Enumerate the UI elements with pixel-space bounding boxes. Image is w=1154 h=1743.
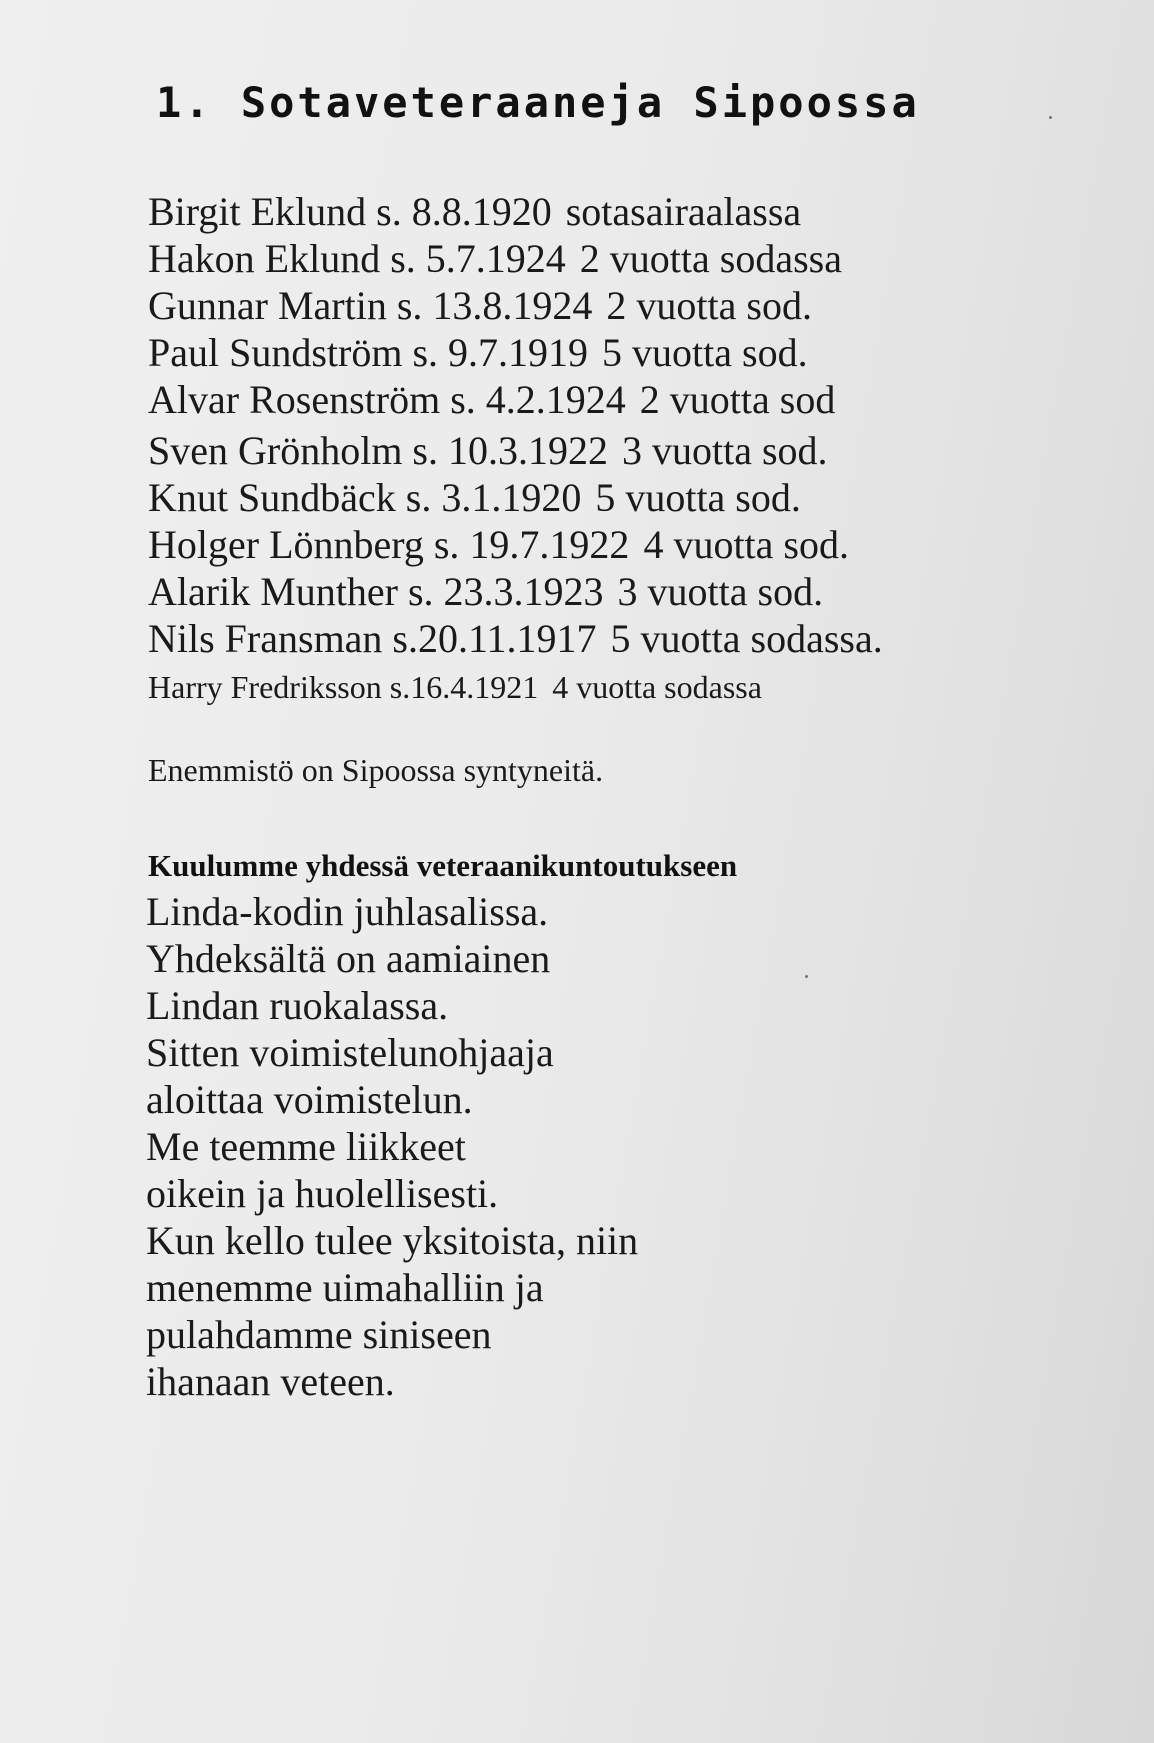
veteran-name: Gunnar Martin s. 13.8.1924: [148, 283, 593, 328]
veteran-list: [148, 188, 1048, 712]
poem-line: pulahdamme siniseen: [146, 1312, 492, 1357]
veteran-name: Alarik Munther s. 23.3.1923: [148, 569, 604, 614]
speck-mark: [805, 975, 808, 978]
veteran-name: Nils Fransman s.20.11.1917: [148, 616, 597, 661]
poem: [146, 888, 638, 1405]
veteran-row: [148, 427, 1048, 474]
poem-line: oikein ja huolellisesti.: [146, 1171, 499, 1216]
poem-line: ihanaan veteen.: [146, 1359, 395, 1404]
veteran-name: Knut Sundbäck s. 3.1.1920: [148, 475, 582, 520]
poem-line: Yhdeksältä on aamiainen: [146, 936, 551, 981]
veteran-row: [148, 188, 1048, 235]
birthplace-note: Enemmistö on Sipoossa syntyneitä.: [148, 752, 604, 788]
page-title: 1. Sotaveteraaneja Sipoossa: [156, 78, 920, 127]
section-heading: Kuulumme yhdessä veteraanikuntoutukseen: [148, 848, 738, 883]
veteran-service: 3 vuotta sod.: [617, 569, 824, 614]
veteran-name: Holger Lönnberg s. 19.7.1922: [148, 522, 630, 567]
veteran-name: Harry Fredriksson s.16.4.1921: [148, 669, 539, 705]
poem-line: Me teemme liikkeet: [146, 1124, 466, 1169]
veteran-row: [148, 521, 1048, 568]
speck-mark: [1049, 116, 1052, 119]
veteran-row: [148, 282, 1048, 329]
veteran-service: 5 vuotta sod.: [602, 330, 808, 375]
veteran-name: Hakon Eklund s. 5.7.1924: [148, 236, 566, 281]
veteran-service: 4 vuotta sodassa: [552, 669, 762, 705]
poem-line: Linda-kodin juhlasalissa.: [146, 889, 549, 934]
poem-line: menemme uimahalliin ja: [146, 1265, 544, 1310]
veteran-row: [148, 615, 1048, 662]
veteran-service: 3 vuotta sod.: [622, 428, 828, 473]
poem-line: Lindan ruokalassa.: [146, 983, 449, 1028]
veteran-service: sotasairaalassa: [565, 189, 802, 234]
veteran-row: [148, 568, 1048, 615]
veteran-service: 5 vuotta sod.: [595, 475, 801, 520]
veteran-row: [148, 662, 1048, 712]
poem-line: aloittaa voimistelun.: [146, 1077, 473, 1122]
veteran-service: 2 vuotta sodassa: [579, 236, 842, 281]
veteran-name: Alvar Rosenström s. 4.2.1924: [148, 377, 626, 422]
veteran-name: Sven Grönholm s. 10.3.1922: [148, 428, 608, 473]
poem-line: Kun kello tulee yksitoista, niin: [146, 1218, 639, 1263]
poem-line: Sitten voimistelunohjaaja: [146, 1030, 554, 1075]
veteran-service: 5 vuotta sodassa.: [610, 616, 883, 661]
veteran-service: 4 vuotta sod.: [643, 522, 849, 567]
veteran-row: [148, 474, 1048, 521]
veteran-service: 2 vuotta sod.: [606, 283, 812, 328]
veteran-row: [148, 329, 1048, 376]
veteran-row: [148, 235, 1048, 282]
veteran-service: 2 vuotta sod: [639, 377, 836, 422]
veteran-name: Paul Sundström s. 9.7.1919: [148, 330, 589, 375]
veteran-name: Birgit Eklund s. 8.8.1920: [148, 189, 552, 234]
veteran-row: [148, 376, 1048, 423]
